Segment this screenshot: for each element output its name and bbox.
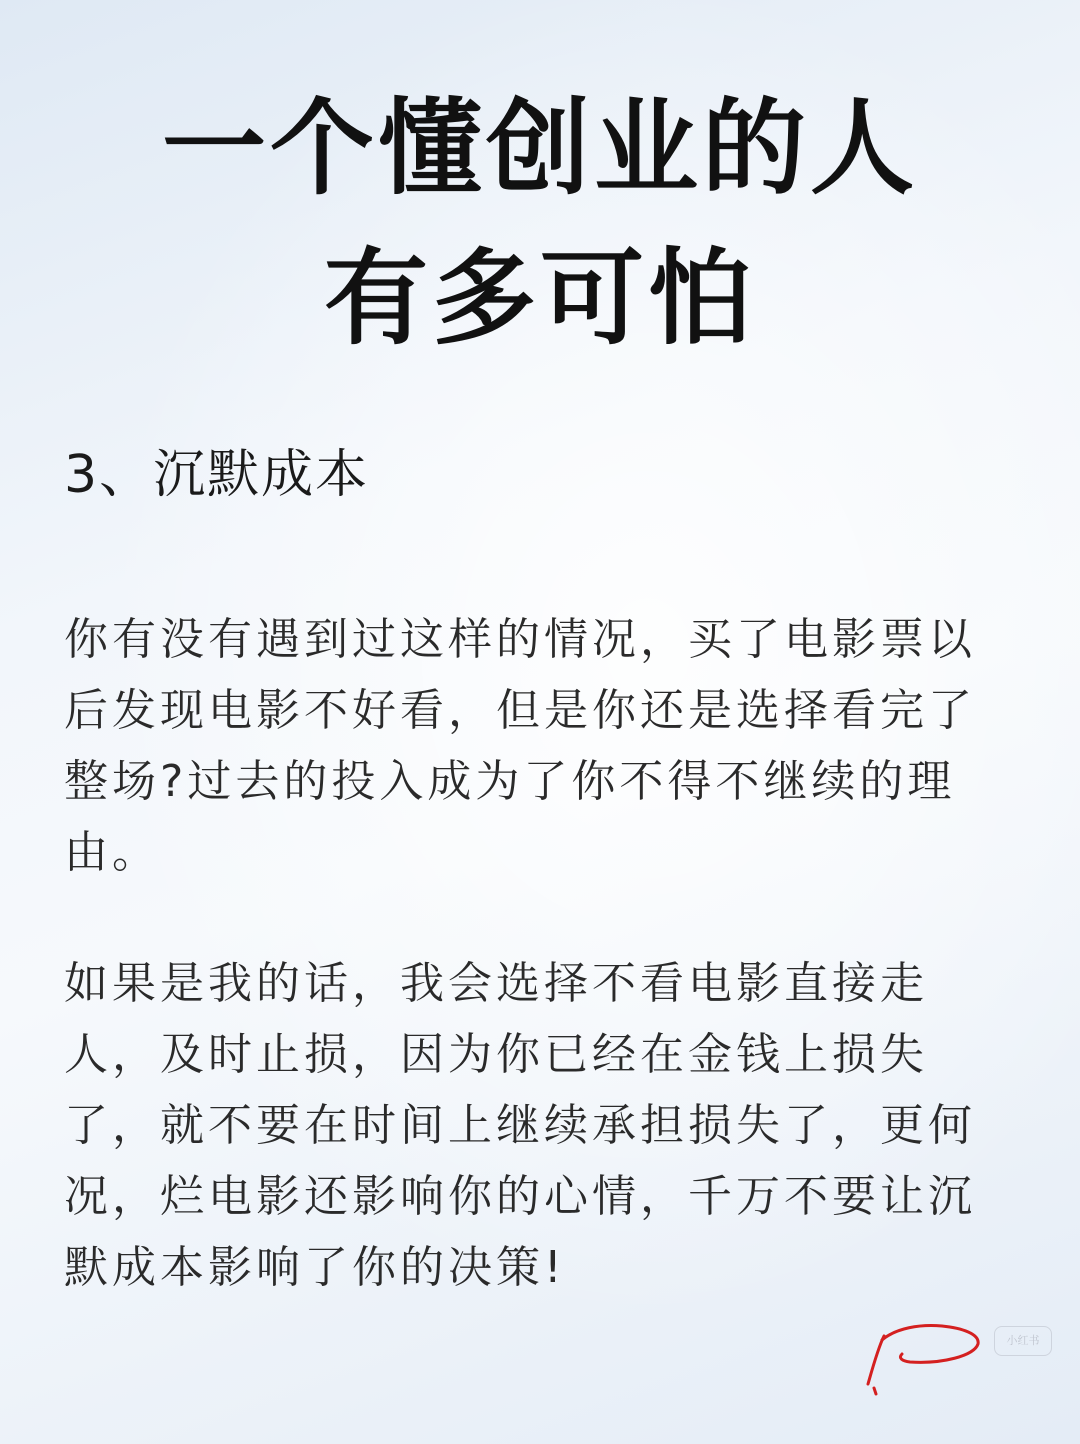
body-paragraph-1: 你有没有遇到过这样的情况，买了电影票以后发现电影不好看，但是你还是选择看完了整场?过去的投入成为了你不得不继续的理由。 (64, 614, 976, 878)
page-title-line-1: 一个懂创业的人 (161, 87, 918, 209)
handwritten-signature-icon (862, 1318, 986, 1398)
section-heading: 3、沉默成本 (64, 445, 370, 505)
page-title-line-2: 有多可怕 (323, 237, 756, 359)
watermark-badge: 小红书 (994, 1326, 1052, 1356)
body-paragraph-2: 如果是我的话，我会选择不看电影直接走人，及时止损，因为你已经在金钱上损失了，就不要在时间上继续承担损失了，更何况，烂电影还影响你的心情，千万不要让沉默成本影响了你的决策! (64, 958, 976, 1293)
